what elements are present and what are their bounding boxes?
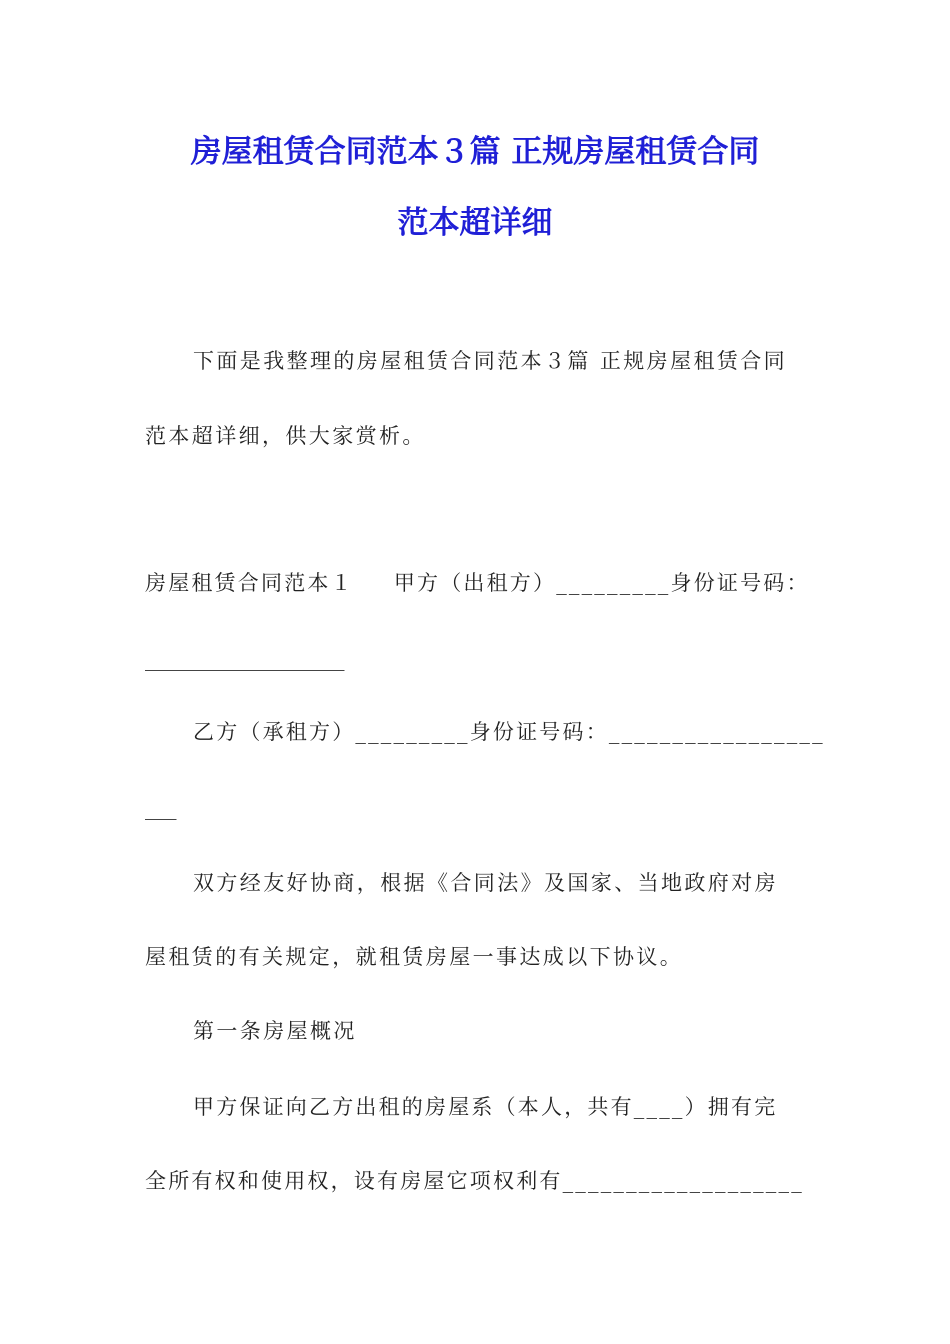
intro-paragraph-line-1: 下面是我整理的房屋租赁合同范本３篇 正规房屋租赁合同 <box>193 349 788 373</box>
party-b-id-blank-continued: ___ <box>145 796 177 820</box>
party-a-label: 甲方（出租方）_________身份证号码： <box>393 571 810 595</box>
article-1-heading: 第一条房屋概况 <box>193 1019 357 1043</box>
document-title-line-1: 房屋租赁合同范本３篇 正规房屋租赁合同 <box>190 134 760 170</box>
contract-heading: 房屋租赁合同范本１ <box>145 571 354 595</box>
party-a-id-blank: ___________________ <box>145 647 345 671</box>
document-title-line-2: 范本超详细 <box>397 205 553 241</box>
agreement-paragraph-line-2: 屋租赁的有关规定，就租赁房屋一事达成以下协议。 <box>145 945 684 969</box>
contract-header-line <box>145 573 810 594</box>
party-b-line: 乙方（承租方）_________身份证号码：_________________ <box>193 720 825 744</box>
article-1-line-1: 甲方保证向乙方出租的房屋系（本人，共有____）拥有完 <box>193 1095 778 1119</box>
article-1-line-2: 全所有权和使用权，设有房屋它项权利有___________________ <box>145 1169 804 1193</box>
agreement-paragraph-line-1: 双方经友好协商，根据《合同法》及国家、当地政府对房 <box>193 871 778 895</box>
intro-paragraph-line-2: 范本超详细，供大家赏析。 <box>145 424 426 448</box>
